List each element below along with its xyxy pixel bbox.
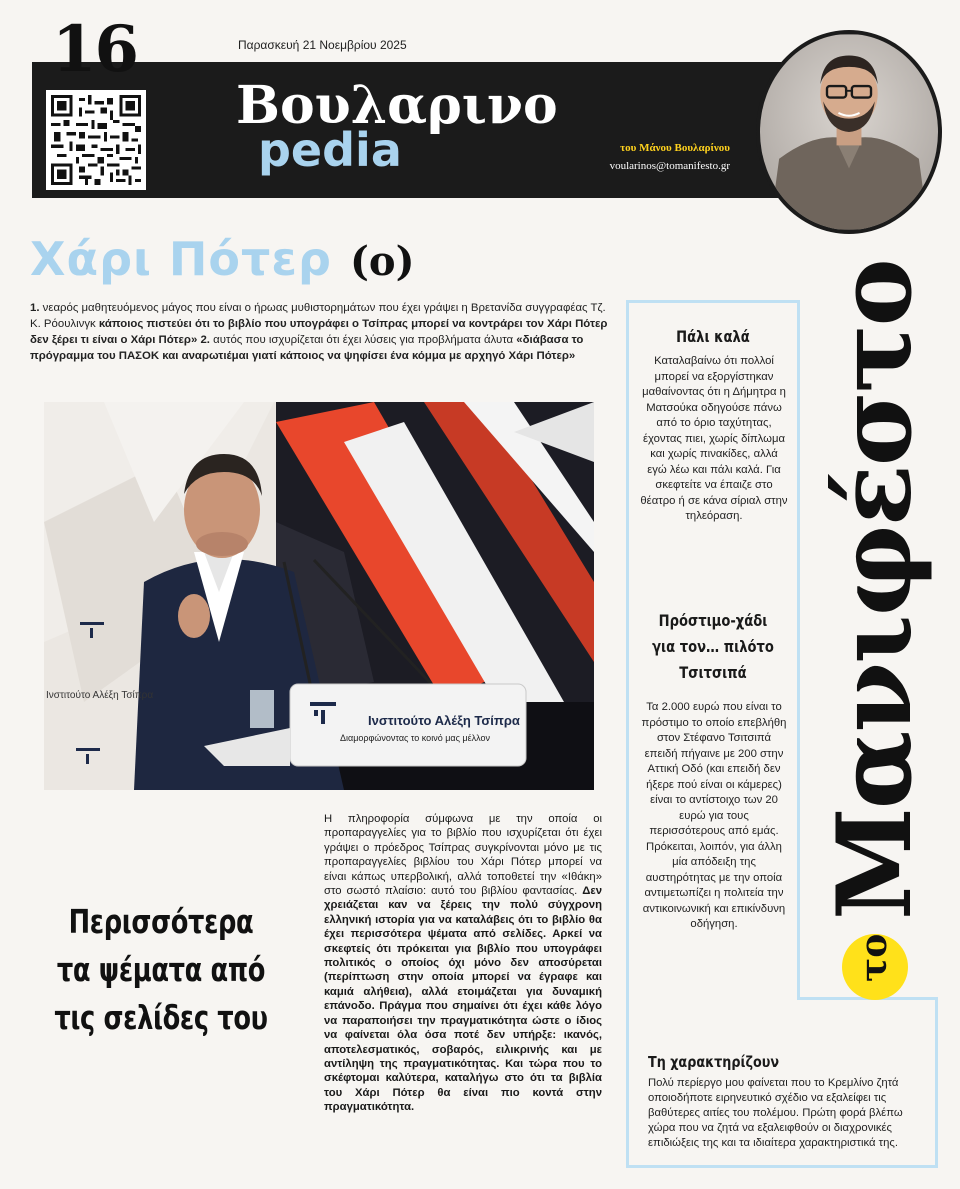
photo-background-label: Ινστιτούτο Αλέξη Τσίπρα — [46, 690, 154, 701]
to-label: το — [853, 933, 895, 982]
body-part: Δεν χρειάζεται καν να ξέρεις την πολύ σύγχρονη ελληνική ιστορία για να καταλάβεις ότι το βιβλίο θα έχει περισσότερα ψέματα από σελίδες. Αρκεί να σκεφτείς ότι πρόκειται για βιβλίο που υπογράφει πολιτικός ο οποίος όχι μόνο δεν αποσύρεται (περίπτωση στην οποία μπορεί να έγραφε και καμιά αλήθεια), αλλά ετοιμάζεται για δυναμική επάνοδο. Πράγμα που σημαίνει ότι έχει κάθε λόγο να παραποιήσει την πραγματικότητα ώστε ο ίδιος να φαίνεται όλα όσα ποτέ δεν υπήρξε: ικανός, αποτελεσματικός, σοβαρός, ειλικρινής και με αντίληψη της πραγματικότητας. Και τώρα που το σκέφτομαι καλύτερα, καταλήγω στο ότι τα βιβλία του Χάρι Πότερ θα είναι πιο κοντά στην πραγματικότητα. — [324, 885, 602, 1114]
issue-date: Παρασκευή 21 Νοεμβρίου 2025 — [238, 38, 407, 52]
podium-subtitle: Διαμορφώνοντας το κοινό μας μέλλον — [340, 733, 490, 743]
pull-quote — [44, 898, 278, 1042]
qr-code-icon[interactable] — [46, 90, 146, 190]
article-headline: Χάρι Πότερ — [30, 232, 332, 286]
author-photo — [756, 30, 942, 234]
definition-part: 1. — [30, 302, 40, 314]
article-photo — [44, 402, 594, 790]
sidebar-item-text: Καταλαβαίνω ότι πολλοί μπορεί να εξοργίστηκαν μαθαίνοντας ότι η Δήμητρα η Ματσούκα οδηγούσε πάνω από το όριο ταχύτητας, έχοντας πιει, χωρίς δίπλωμα και χωρίς πινακίδες, αλλά εγώ λέω και πάλι καλά. Για σκεφτείτε να έπαιζε στο θέατρο ή σε κάνα σίριαλ στην τηλεόραση. — [640, 355, 788, 522]
pull-quote-line: τις σελίδες του — [54, 998, 268, 1037]
definition-part: κάποιος πιστεύει ότι το βιβλίο που υπογράφει ο Τσίπρας μπορεί να κοντράρει τον Χάρι Πότερ δεν ξέρει τι είναι ο Χάρι Πότερ» 2. — [30, 318, 608, 346]
column-brand-subtitle: pedia — [258, 123, 402, 177]
pull-quote-line: Περισσότερα — [68, 902, 254, 941]
author-email[interactable]: voularinos@tomanifesto.gr — [609, 160, 730, 172]
sidebar-item-title: Πρόστιμο-χάδι — [658, 611, 768, 630]
author-byline: του Μάνου Βουλαρίνου — [620, 142, 730, 154]
definition-part: «διάβασα το πρόγραμμα του ΠΑΣΟΚ και αναρωτιέμαι γιατί κάποιος να ψηφίσει ένα κόμμα με αρχηγό Χάρι Πότερ» — [30, 334, 584, 362]
body-part: Η πληροφορία σύμφωνα με την οποία οι προπαραγγελίες για το βιβλίο που ισχυρίζεται ότι έχει γράψει ο πρόεδρος Τσίπρας συγκρίνονται μόνο με τις προπαραγγελίες βιβλίου του Χάρι Πότερ μπορεί να είναι κάπως υπερβολική, αλλά τοποθετεί την «Ιθάκη» στο σωστό πλαίσιο: αυτό του βιβλίου φαντασίας. — [324, 813, 602, 898]
sidebar-item-title: για τον… πιλότο — [652, 637, 774, 656]
pull-quote-line: τα ψέματα από — [56, 950, 266, 989]
podium-title: Ινστιτούτο Αλέξη Τσίπρα — [368, 713, 520, 728]
column-brand-title: Βουλαρινο — [236, 75, 558, 136]
sidebar-item-text: Πολύ περίεργο μου φαίνεται που το Κρεμλίνο ζητά οποιοδήποτε ειρηνευτικό σχέδιο να εξαλείφει τις βαθύτερες αιτίες του πολέμου. Πρώτη φορά βλέπω χώρα που να ζητά να εξαλειφθούν οι διαχρονικές επιδιώξεις της και τα ιδιαίτερα χαρακτηριστικά της. — [648, 1077, 903, 1149]
definition-part: νεαρός μαθητευόμενος μάγος που είναι ο ήρωας μυθιστορημάτων που έχει γράψει η Βρετανίδα συγγραφέας Τζ. Κ. Ρόουλινγκ — [30, 302, 606, 330]
headline-article-tag: (ο) — [350, 238, 415, 285]
definition-part: αυτός που ισχυρίζεται ότι έχει λύσεις για προβλήματα άλυτα — [209, 334, 517, 346]
sidebar-item-text: Τα 2.000 ευρώ που είναι το πρόστιμο το οποίο επεβλήθη στον Στέφανο Τσιτσιπά επειδή πήγαινε με 200 στην Αττική Οδό (και επειδή δεν ήξερε πού είναι οι κάμερες) είναι το αντίστοιχο των 20 ευρώ για τους περισσότερους από εμάς. Πρόκειται, λοιπόν, για άλλη μία απόδειξη της αυστηρότητας με την οποία αντιμετωπίζει η πολιτεία την αντικοινωνική και επικίνδυνη οδήγηση. — [641, 701, 787, 930]
sidebar-item-title: Τσιτσιπά — [679, 663, 747, 682]
article-body — [324, 812, 602, 1115]
page-number: 16 — [52, 12, 138, 87]
sidebar-item-title: Τη χαρακτηρίζουν — [648, 1053, 780, 1071]
definition-text — [30, 300, 610, 364]
sidebar-vertical-title: Μανιφέστο — [815, 260, 935, 920]
sidebar-item-title: Πάλι καλά — [676, 327, 750, 346]
